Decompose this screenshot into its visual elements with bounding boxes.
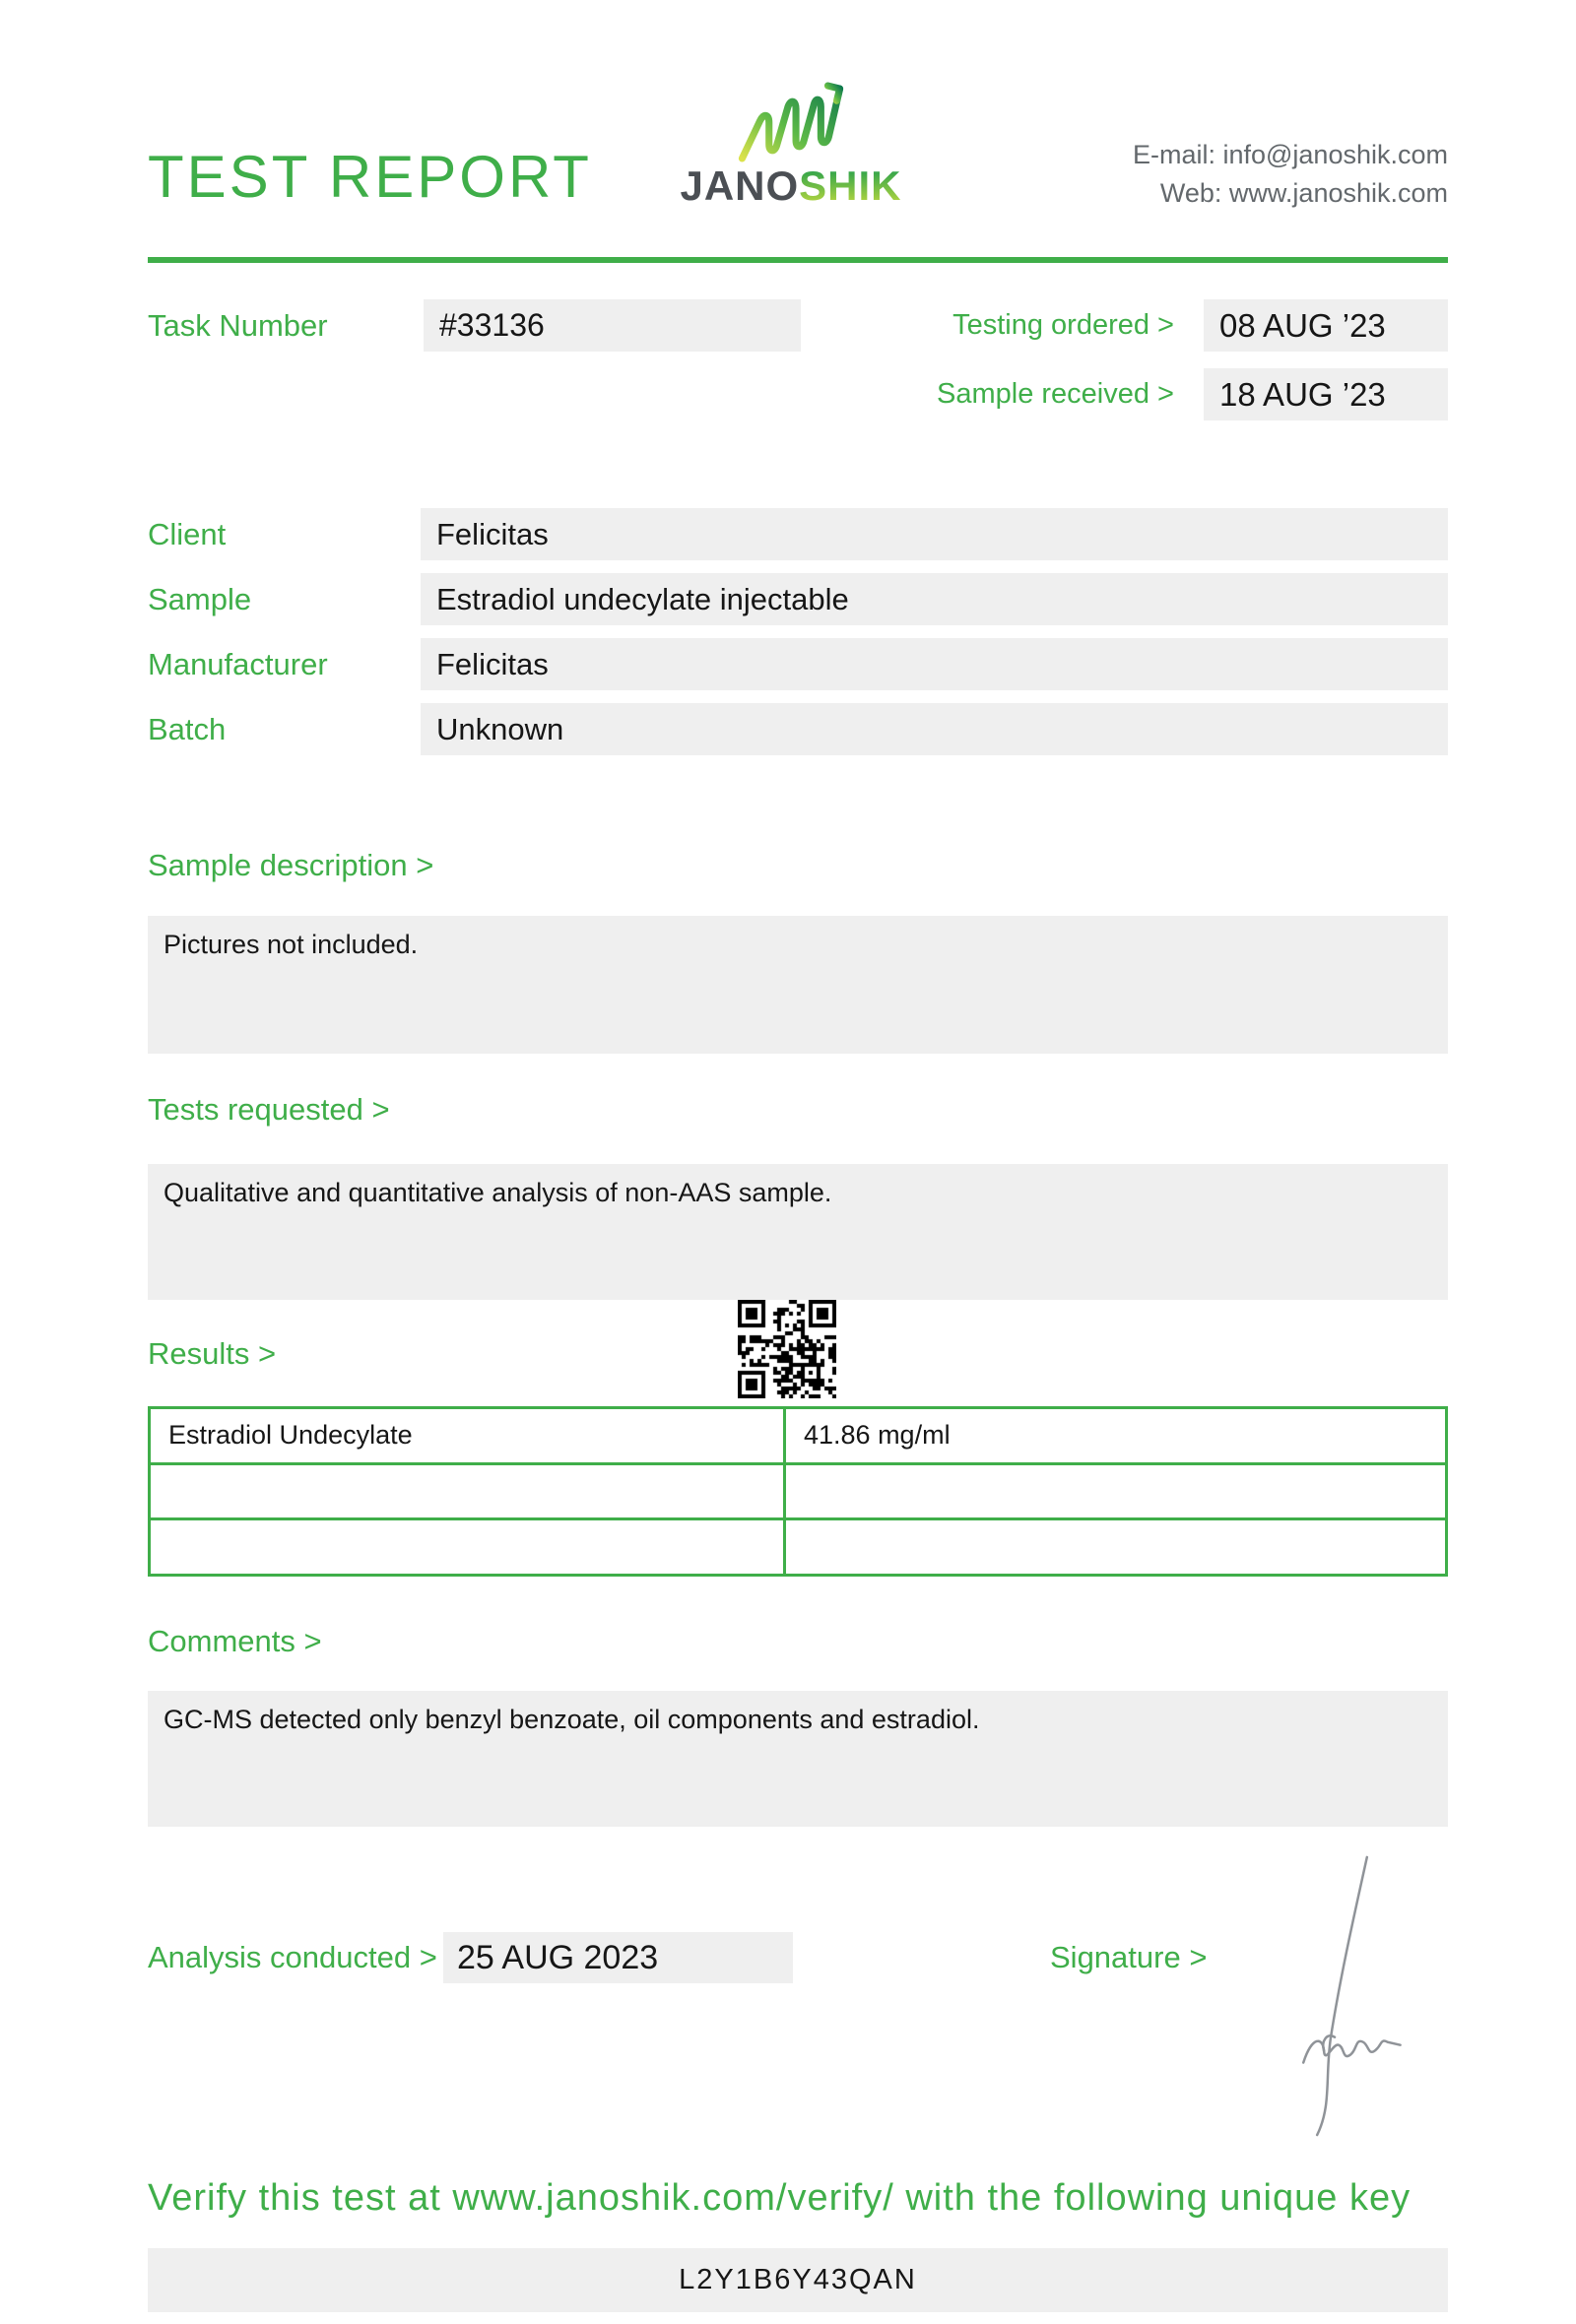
signature-label: Signature > xyxy=(1050,1940,1208,1974)
contact-web: Web: www.janoshik.com xyxy=(1159,178,1448,208)
results-heading: Results > xyxy=(148,1336,277,1371)
page-title: TEST REPORT xyxy=(148,144,592,210)
sample-received-value: 18 AUG ’23 xyxy=(1204,368,1448,420)
results-row xyxy=(151,1409,1445,1465)
batch-label: Batch xyxy=(148,711,227,746)
result-value xyxy=(786,1465,1445,1518)
tests-requested-heading: Tests requested > xyxy=(148,1092,390,1127)
header-divider xyxy=(148,257,1448,263)
sample-label: Sample xyxy=(148,581,252,616)
results-row xyxy=(151,1465,1445,1521)
result-value xyxy=(786,1520,1445,1574)
task-number-label: Task Number xyxy=(148,307,328,343)
unique-key: L2Y1B6Y43QAN xyxy=(148,2248,1448,2312)
growth-chart-icon xyxy=(736,79,846,163)
sample-received-label: Sample received > xyxy=(937,378,1174,410)
sample-value: Estradiol undecylate injectable xyxy=(421,573,1448,625)
logo-text-shik: SHIK xyxy=(799,162,902,209)
handwritten-signature xyxy=(1266,1849,1413,2143)
results-row xyxy=(151,1520,1445,1574)
result-analyte xyxy=(151,1465,786,1518)
tests-requested-box: Qualitative and quantitative analysis of non-AAS sample. xyxy=(148,1164,1448,1300)
logo-text-jano: JANO xyxy=(680,162,800,209)
analysis-conducted-label: Analysis conducted > xyxy=(148,1940,437,1974)
results-table xyxy=(148,1406,1448,1577)
task-number-value: #33136 xyxy=(424,299,801,352)
comments-heading: Comments > xyxy=(148,1624,322,1658)
sample-description-box: Pictures not included. xyxy=(148,916,1448,1054)
qr-code xyxy=(738,1300,836,1398)
batch-value: Unknown xyxy=(421,703,1448,755)
verify-instruction: Verify this test at www.janoshik.com/verify/ with the following unique key xyxy=(148,2177,1412,2219)
testing-ordered-label: Testing ordered > xyxy=(952,309,1174,341)
testing-ordered-value: 08 AUG ’23 xyxy=(1204,299,1448,352)
logo-wordmark xyxy=(680,163,902,209)
sample-description-heading: Sample description > xyxy=(148,848,434,882)
contact-block xyxy=(1133,136,1448,213)
result-analyte xyxy=(151,1520,786,1574)
manufacturer-value: Felicitas xyxy=(421,638,1448,690)
comments-box: GC-MS detected only benzyl benzoate, oil components and estradiol. xyxy=(148,1691,1448,1827)
result-analyte: Estradiol Undecylate xyxy=(151,1409,786,1462)
manufacturer-label: Manufacturer xyxy=(148,646,328,681)
client-value: Felicitas xyxy=(421,508,1448,560)
contact-email: E-mail: info@janoshik.com xyxy=(1132,140,1448,169)
analysis-conducted-date: 25 AUG 2023 xyxy=(443,1932,793,1983)
client-label: Client xyxy=(148,516,227,551)
result-value: 41.86 mg/ml xyxy=(804,1420,951,1451)
janoshik-logo xyxy=(680,79,902,209)
